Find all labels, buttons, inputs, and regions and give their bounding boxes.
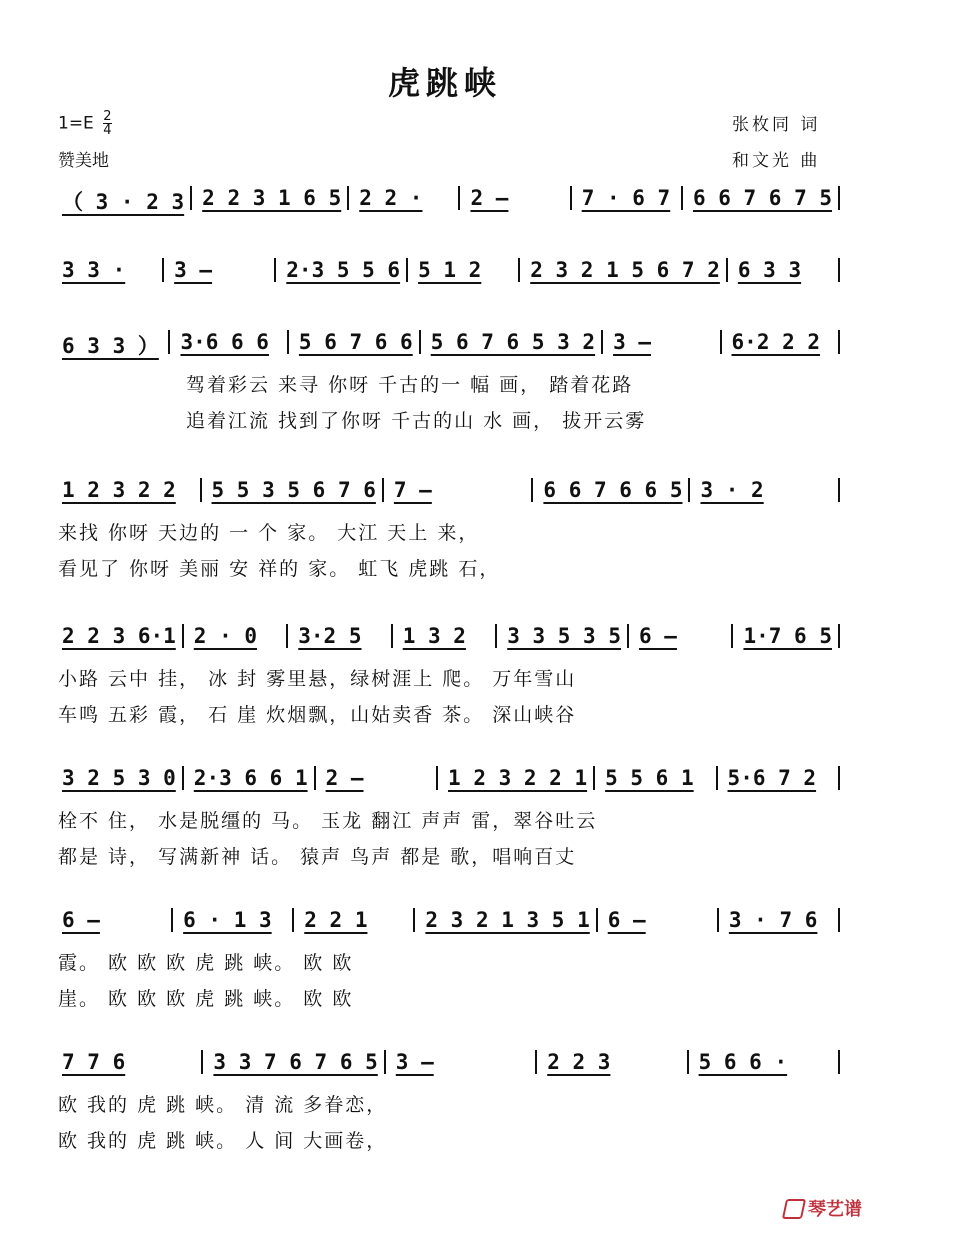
notation-row	[58, 1050, 840, 1084]
time-numerator: 2	[103, 109, 112, 124]
lyric-line: 看见了 你呀 美丽 安 祥的 家。 虹飞 虎跳 石，	[58, 558, 501, 580]
measure: 2·3 6 6 1	[182, 766, 314, 790]
measure: 6 –	[627, 624, 731, 648]
notation-row	[58, 258, 840, 292]
measure: 3 –	[601, 330, 719, 354]
measure: 3 3 ·	[62, 258, 126, 282]
measure: 2 2 3	[535, 1050, 686, 1074]
measure: 3 3 7 6 7 6 5	[201, 1050, 383, 1074]
measure: 6 –	[596, 908, 717, 932]
measure: 2 2 ·	[347, 186, 458, 210]
composer-credit: 和文光 曲	[732, 151, 821, 171]
measure: 3·2 5	[286, 624, 390, 648]
notation-row	[58, 624, 840, 658]
measure: 2 · 0	[182, 624, 286, 648]
notation-row	[58, 330, 840, 364]
notation-row	[58, 908, 840, 942]
notation-row	[58, 186, 840, 220]
lyric-line: 栓不 住， 水是脱缰的 马。 玉龙 翻江 声声 雷，翠谷吐云	[58, 810, 598, 832]
measure: 2 3 2 1 3 5 1	[413, 908, 595, 932]
key-label: 1=E	[58, 113, 94, 134]
score	[58, 0, 840, 1233]
measure: 5 5 3 5 6 7 6	[200, 478, 382, 502]
logo-icon	[782, 1199, 806, 1219]
watermark-text: 琴艺谱	[808, 1199, 862, 1220]
measure: 3·6 6 6	[168, 330, 286, 354]
lyric-line: 来找 你呀 天边的 一 个 家。 大江 天上 来，	[58, 522, 480, 544]
measure: 2·3 5 5 6	[274, 258, 406, 282]
lyric-line: 霞。 欧 欧 欧 虎 跳 峡。 欧 欧	[58, 952, 354, 974]
measure: 6 · 1 3	[171, 908, 292, 932]
measure: （ 3 · 2 3	[62, 190, 185, 214]
song-title: 虎跳峡	[387, 64, 502, 102]
measure: 3 –	[162, 258, 274, 282]
measure: 6 –	[62, 908, 100, 932]
lyric-line: 都是 诗， 写满新神 话。 猿声 鸟声 都是 歌，唱响百丈	[58, 846, 577, 868]
measure: 3 3 5 3 5	[495, 624, 627, 648]
measure: 6 6 7 6 7 5	[681, 186, 840, 210]
measure: 3 –	[384, 1050, 535, 1074]
watermark	[784, 1195, 862, 1221]
measure: 3 · 2	[688, 478, 840, 502]
notation-row	[58, 478, 840, 512]
measure: 6·2 2 2	[720, 330, 840, 354]
time-denominator: 4	[103, 123, 112, 138]
measure: 3 2 5 3 0	[62, 766, 176, 790]
lyric-line: 车鸣 五彩 霞， 石 崖 炊烟飘，山姑卖香 茶。 深山峡谷	[58, 704, 577, 726]
lyric-line: 欧 我的 虎 跳 峡。 清 流 多眷恋，	[58, 1094, 388, 1116]
notation-row	[58, 766, 840, 800]
measure: 2 –	[458, 186, 569, 210]
measure: 5 6 6 ·	[687, 1050, 840, 1074]
measure: 2 2 1	[292, 908, 413, 932]
measure: 1 2 3 2 2 1	[436, 766, 593, 790]
lyric-line: 驾着彩云 来寻 你呀 千古的一 幅 画， 踏着花路	[186, 374, 634, 396]
measure: 7 –	[382, 478, 532, 502]
measure: 7 7 6	[62, 1050, 126, 1074]
measure: 5 6 7 6 5 3 2	[419, 330, 601, 354]
lyric-line: 欧 我的 虎 跳 峡。 人 间 大画卷，	[58, 1130, 388, 1152]
mood-marking: 赞美地	[58, 151, 109, 171]
measure: 6 3 3	[726, 258, 840, 282]
measure: 2 –	[314, 766, 436, 790]
lyricist-credit: 张枚同 词	[732, 115, 821, 135]
measure: 1 3 2	[391, 624, 495, 648]
measure: 1·7 6 5	[731, 624, 840, 648]
measure: 7 · 6 7	[570, 186, 681, 210]
measure: 1 2 3 2 2	[62, 478, 176, 502]
measure: 3 · 7 6	[717, 908, 840, 932]
measure: 2 2 3 6·1	[62, 624, 176, 648]
measure: 6 6 7 6 6 5	[531, 478, 688, 502]
measure: 5 5 6 1	[593, 766, 715, 790]
lyric-line: 小路 云中 挂， 冰 封 雾里悬，绿树涯上 爬。 万年雪山	[58, 668, 577, 690]
measure: 5·6 7 2	[716, 766, 840, 790]
measure: 2 2 3 1 6 5	[190, 186, 347, 210]
measure: 2 3 2 1 5 6 7 2	[518, 258, 726, 282]
measure: 5 1 2	[406, 258, 518, 282]
lyric-line: 崖。 欧 欧 欧 虎 跳 峡。 欧 欧	[58, 988, 354, 1010]
measure: 5 6 7 6 6	[287, 330, 419, 354]
lyric-line: 追着江流 找到了你呀 千古的山 水 画， 拔开云雾	[186, 410, 647, 432]
measure: 6 3 3 ）	[62, 334, 159, 358]
